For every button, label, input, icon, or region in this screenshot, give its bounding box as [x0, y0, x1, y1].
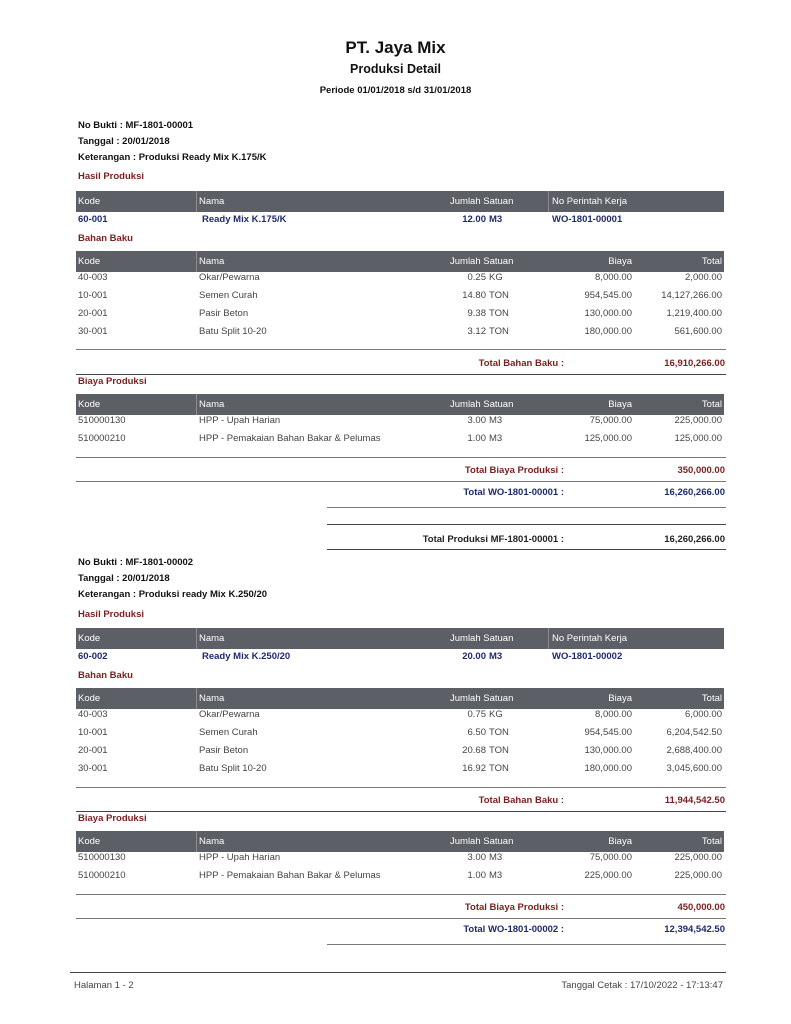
total-wo-label: Total WO-1801-00002 :: [463, 924, 564, 935]
cell: Kode: [78, 399, 101, 410]
cell: 14,127,266.00: [661, 290, 722, 301]
cell: Total: [701, 836, 722, 847]
column-separator: [196, 394, 197, 415]
column-separator: [196, 251, 197, 272]
col-kode: Kode: [78, 256, 101, 267]
total-biaya-produksi-value: 350,000.00: [677, 465, 725, 476]
tanggal: Tanggal : 20/01/2018: [78, 573, 170, 584]
table-row: [76, 431, 724, 449]
cell: Nama: [199, 836, 225, 847]
cell: 225,000.00: [674, 852, 722, 863]
cell: M3: [489, 433, 503, 444]
cell: 225,000.00: [674, 415, 722, 426]
cell: Batu Split 10-20: [199, 763, 267, 774]
hasil-row: [76, 649, 724, 667]
total-wo-label: Total WO-1801-00001 :: [463, 487, 564, 498]
cell: 125,000.00: [584, 433, 632, 444]
cell: 10-001: [78, 290, 108, 301]
cell: 3.12: [467, 326, 486, 337]
cell: M3: [489, 870, 503, 881]
cell: Total: [701, 399, 722, 410]
cell: WO-1801-00002: [552, 651, 623, 662]
section-biaya-produksi: Biaya Produksi: [78, 813, 147, 824]
cell: 954,545.00: [584, 727, 632, 738]
footer-divider: [70, 972, 726, 973]
cell: HPP - Pemakaian Bahan Bakar & Pelumas: [199, 870, 381, 881]
cell: Jumlah Satuan: [450, 633, 514, 644]
cell: 510000130: [78, 415, 126, 426]
cell: 30-001: [78, 326, 108, 337]
col-jumlah-satuan: Jumlah Satuan: [450, 256, 514, 267]
cell: 225,000.00: [584, 870, 632, 881]
total-produksi-value: 16,260,266.00: [664, 534, 725, 545]
cell: Jumlah Satuan: [450, 399, 514, 410]
total-biaya-produksi-value: 450,000.00: [677, 902, 725, 913]
divider: [327, 507, 726, 508]
col-jumlah-satuan: Jumlah Satuan: [450, 196, 514, 207]
col-nama: Nama: [199, 196, 225, 207]
cell: 130,000.00: [584, 745, 632, 756]
total-produksi-label: Total Produksi MF-1801-00001 :: [422, 534, 564, 545]
biaya-produksi-table-header: [76, 394, 724, 415]
column-separator: [196, 628, 197, 649]
cell: 1.00: [467, 870, 486, 881]
table-row: [76, 743, 724, 761]
col-biaya: Biaya: [608, 256, 632, 267]
tanggal: Tanggal : 20/01/2018: [78, 136, 170, 147]
cell: 3.00: [467, 415, 486, 426]
col-total: Total: [701, 256, 722, 267]
cell: 6,204,542.50: [666, 727, 722, 738]
cell: 8,000.00: [595, 272, 632, 283]
section-bahan-baku: Bahan Baku: [78, 670, 133, 681]
column-separator: [196, 191, 197, 212]
cell: TON: [489, 308, 509, 319]
divider: [327, 549, 726, 550]
divider: [327, 944, 726, 945]
cell: Pasir Beton: [199, 308, 249, 319]
cell: 10-001: [78, 727, 108, 738]
cell: 125,000.00: [674, 433, 722, 444]
no-bukti: No Bukti : MF-1801-00001: [78, 120, 194, 131]
cell: 180,000.00: [584, 763, 632, 774]
total-bahan-baku-value: 16,910,266.00: [664, 358, 725, 369]
divider: [76, 349, 726, 350]
hasil-kode: 60-001: [78, 214, 108, 225]
cell: Okar/Pewarna: [199, 272, 260, 283]
hasil-satuan: M3: [489, 214, 503, 225]
cell: Jumlah Satuan: [450, 693, 514, 704]
table-row: [76, 850, 724, 868]
cell: TON: [489, 326, 509, 337]
cell: 20-001: [78, 308, 108, 319]
cell: 9.38: [467, 308, 486, 319]
report-period: Periode 01/01/2018 s/d 31/01/2018: [319, 85, 472, 96]
cell: 1.00: [467, 433, 486, 444]
divider: [76, 918, 726, 919]
cell: Kode: [78, 633, 101, 644]
cell: 20-001: [78, 745, 108, 756]
total-bahan-baku-value: 11,944,542.50: [664, 795, 725, 806]
cell: 60-002: [78, 651, 108, 662]
cell: HPP - Upah Harian: [199, 415, 281, 426]
cell: M3: [489, 852, 503, 863]
cell: Total: [701, 693, 722, 704]
divider: [327, 524, 726, 525]
total-wo-value: 12,394,542.50: [664, 924, 725, 935]
total-bahan-baku-label: Total Bahan Baku :: [478, 795, 564, 806]
page-number: Halaman 1 - 2: [74, 980, 134, 991]
divider: [76, 481, 726, 482]
cell: HPP - Upah Harian: [199, 852, 281, 863]
cell: Ready Mix K.250/20: [202, 651, 291, 662]
cell: Batu Split 10-20: [199, 326, 267, 337]
cell: Nama: [199, 693, 225, 704]
total-wo-value: 16,260,266.00: [664, 487, 725, 498]
cell: 2,000.00: [685, 272, 722, 283]
hasil-no-perintah-kerja: WO-1801-00001: [552, 214, 623, 225]
total-biaya-produksi-label: Total Biaya Produksi :: [464, 902, 564, 913]
report-title: Produksi Detail: [350, 62, 441, 76]
cell: 0.25: [467, 272, 486, 283]
cell: 510000210: [78, 433, 126, 444]
cell: 6,000.00: [685, 709, 722, 720]
total-biaya-produksi-label: Total Biaya Produksi :: [464, 465, 564, 476]
print-timestamp: Tanggal Cetak : 17/10/2022 - 17:13:47: [561, 980, 723, 991]
cell: M3: [489, 651, 503, 662]
cell: Okar/Pewarna: [199, 709, 260, 720]
section-hasil-produksi: Hasil Produksi: [78, 609, 144, 620]
cell: 130,000.00: [584, 308, 632, 319]
company-name: PT. Jaya Mix: [345, 38, 446, 57]
cell: 954,545.00: [584, 290, 632, 301]
hasil-table-header: [76, 191, 724, 212]
cell: 20.00: [462, 651, 486, 662]
cell: TON: [489, 763, 509, 774]
cell: Nama: [199, 633, 225, 644]
divider: [76, 811, 726, 812]
cell: 75,000.00: [589, 852, 632, 863]
divider: [76, 374, 726, 375]
biaya-produksi-table-header: [76, 831, 724, 852]
keterangan: Keterangan : Produksi ready Mix K.250/20: [78, 589, 268, 600]
table-row: [76, 868, 724, 886]
bahan-baku-table-header: [76, 251, 724, 272]
cell: 6.50: [467, 727, 486, 738]
cell: KG: [489, 709, 503, 720]
cell: Semen Curah: [199, 727, 258, 738]
cell: 40-003: [78, 709, 108, 720]
cell: KG: [489, 272, 503, 283]
hasil-table-header: [76, 628, 724, 649]
cell: HPP - Pemakaian Bahan Bakar & Pelumas: [199, 433, 381, 444]
table-row: [76, 270, 724, 288]
cell: Kode: [78, 836, 101, 847]
table-row: [76, 761, 724, 779]
column-separator: [548, 628, 549, 649]
cell: 8,000.00: [595, 709, 632, 720]
cell: 510000210: [78, 870, 126, 881]
cell: 20.68: [462, 745, 486, 756]
table-row: [76, 707, 724, 725]
cell: M3: [489, 415, 503, 426]
col-kode: Kode: [78, 196, 101, 207]
column-separator: [196, 688, 197, 709]
cell: 180,000.00: [584, 326, 632, 337]
cell: 75,000.00: [589, 415, 632, 426]
cell: 40-003: [78, 272, 108, 283]
cell: 2,688,400.00: [666, 745, 722, 756]
section-biaya-produksi: Biaya Produksi: [78, 376, 147, 387]
cell: 1,219,400.00: [666, 308, 722, 319]
hasil-nama: Ready Mix K.175/K: [202, 214, 287, 225]
section-bahan-baku: Bahan Baku: [78, 233, 133, 244]
cell: Biaya: [608, 693, 632, 704]
cell: TON: [489, 727, 509, 738]
table-row: [76, 306, 724, 324]
cell: TON: [489, 745, 509, 756]
bahan-baku-table-header: [76, 688, 724, 709]
cell: No Perintah Kerja: [552, 633, 627, 644]
hasil-jumlah: 12.00: [462, 214, 486, 225]
no-bukti: No Bukti : MF-1801-00002: [78, 557, 194, 568]
total-bahan-baku-label: Total Bahan Baku :: [478, 358, 564, 369]
section-hasil-produksi: Hasil Produksi: [78, 171, 144, 182]
cell: 30-001: [78, 763, 108, 774]
keterangan: Keterangan : Produksi Ready Mix K.175/K: [78, 152, 267, 163]
cell: Pasir Beton: [199, 745, 249, 756]
cell: 14.80: [462, 290, 486, 301]
cell: Biaya: [608, 399, 632, 410]
table-row: [76, 413, 724, 431]
col-no-perintah-kerja: No Perintah Kerja: [552, 196, 627, 207]
divider: [76, 787, 726, 788]
column-separator: [196, 831, 197, 852]
cell: Nama: [199, 399, 225, 410]
column-separator: [548, 191, 549, 212]
cell: 3,045,600.00: [666, 763, 722, 774]
cell: 0.75: [467, 709, 486, 720]
cell: 561,600.00: [674, 326, 722, 337]
cell: TON: [489, 290, 509, 301]
cell: Semen Curah: [199, 290, 258, 301]
cell: 16.92: [462, 763, 486, 774]
col-nama: Nama: [199, 256, 225, 267]
divider: [76, 894, 726, 895]
table-row: [76, 288, 724, 306]
cell: Jumlah Satuan: [450, 836, 514, 847]
cell: 510000130: [78, 852, 126, 863]
cell: 3.00: [467, 852, 486, 863]
cell: Biaya: [608, 836, 632, 847]
table-row: [76, 324, 724, 342]
divider: [76, 457, 726, 458]
hasil-row: [76, 212, 724, 230]
cell: 225,000.00: [674, 870, 722, 881]
table-row: [76, 725, 724, 743]
cell: Kode: [78, 693, 101, 704]
